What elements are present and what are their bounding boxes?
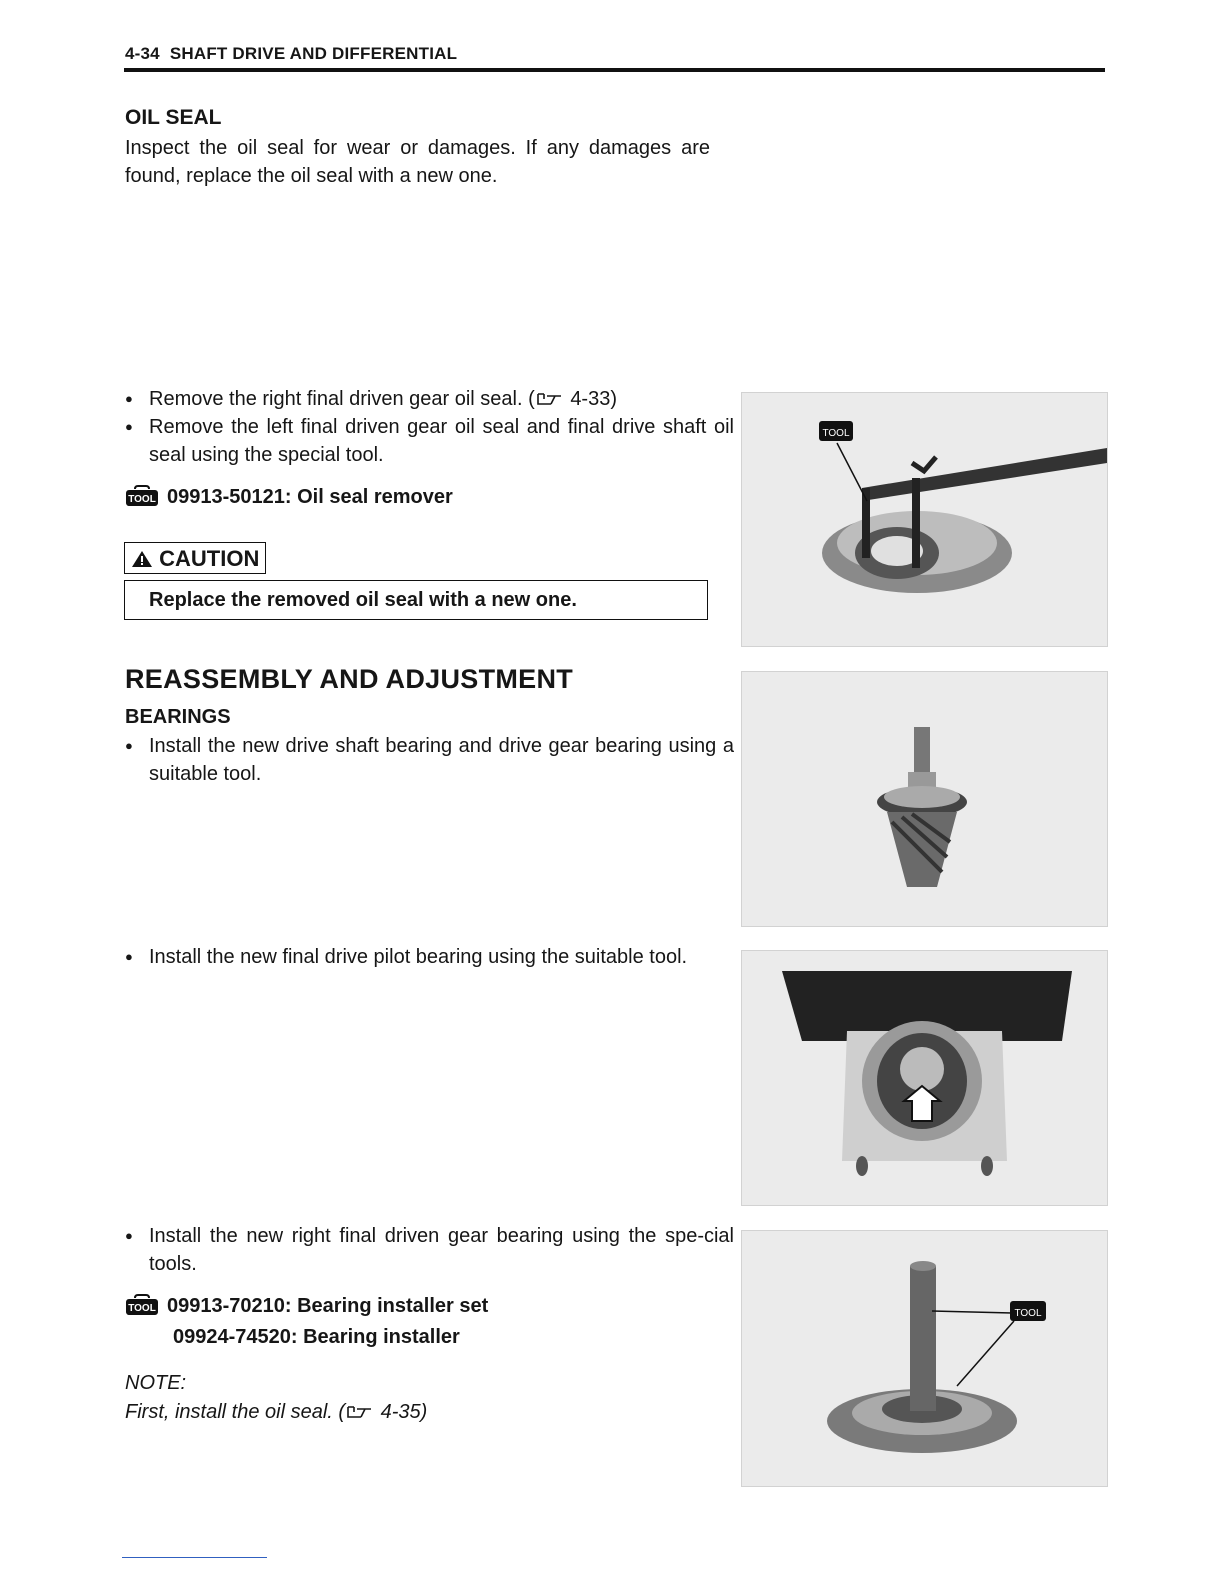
reassembly-heading: REASSEMBLY AND ADJUSTMENT: [125, 664, 574, 694]
header-rule: [124, 68, 1105, 72]
svg-text:TOOL: TOOL: [128, 494, 156, 505]
tool-icon: [125, 1294, 159, 1316]
bearing-tool-line-1: 09913-70210: Bearing installer set: [167, 1295, 489, 1317]
bearing-bullet-2: ● Install the new final drive pilot bearing using the suitable tool.: [125, 943, 734, 971]
warning-icon: [131, 550, 153, 568]
photo-pilot-bearing: [741, 950, 1108, 1206]
svg-text:TOOL: TOOL: [128, 1303, 156, 1314]
page-reference-icon: [535, 392, 565, 406]
page-header: [125, 44, 457, 64]
photo-oil-seal-remover: [741, 392, 1108, 647]
oil-seal-heading: OIL SEAL: [125, 106, 222, 129]
oil-seal-tool-text: 09913-50121: Oil seal remover: [167, 486, 453, 508]
page-number: 4-34: [125, 44, 160, 63]
bearing-bullet-1: ● Install the new drive shaft bearing and drive gear bearing using a suitable tool.: [125, 732, 734, 788]
footer-rule: [122, 1557, 267, 1558]
caution-text: Replace the removed oil seal with a new one.: [149, 589, 577, 611]
caution-box: [124, 580, 708, 620]
svg-text:TOOL: TOOL: [822, 428, 850, 439]
svg-text:TOOL: TOOL: [1014, 1308, 1042, 1319]
oil-seal-tool: [125, 485, 453, 509]
note-text: First, install the oil seal. ( 4-35): [125, 1401, 428, 1423]
photo-driven-gear-bearing: [741, 1230, 1108, 1487]
bearing-tool-line-2: 09924-74520: Bearing installer: [173, 1326, 460, 1348]
chapter-title: SHAFT DRIVE AND DIFFERENTIAL: [169, 44, 458, 63]
photo-drive-shaft-bearing: [741, 671, 1108, 927]
tool-icon: [125, 485, 159, 507]
caution-label: CAUTION: [124, 542, 266, 574]
oil-seal-bullet-1: ● Remove the right final driven gear oil seal. ( 4-33): [125, 385, 734, 413]
bearing-tool: [125, 1294, 488, 1318]
bearings-subheading: BEARINGS: [125, 706, 231, 728]
oil-seal-bullet-2: ● Remove the left final driven gear oil seal and final drive shaft oil seal using the special tool.: [125, 413, 734, 469]
page-reference-icon: [345, 1405, 375, 1419]
bearing-bullet-3: ● Install the new right final driven gear bearing using the spe-cial tools.: [125, 1222, 734, 1278]
oil-seal-text: Inspect the oil seal for wear or damages. If any damages are found, replace the oil seal with a new one.: [125, 137, 710, 187]
note-label: NOTE:: [125, 1372, 187, 1394]
